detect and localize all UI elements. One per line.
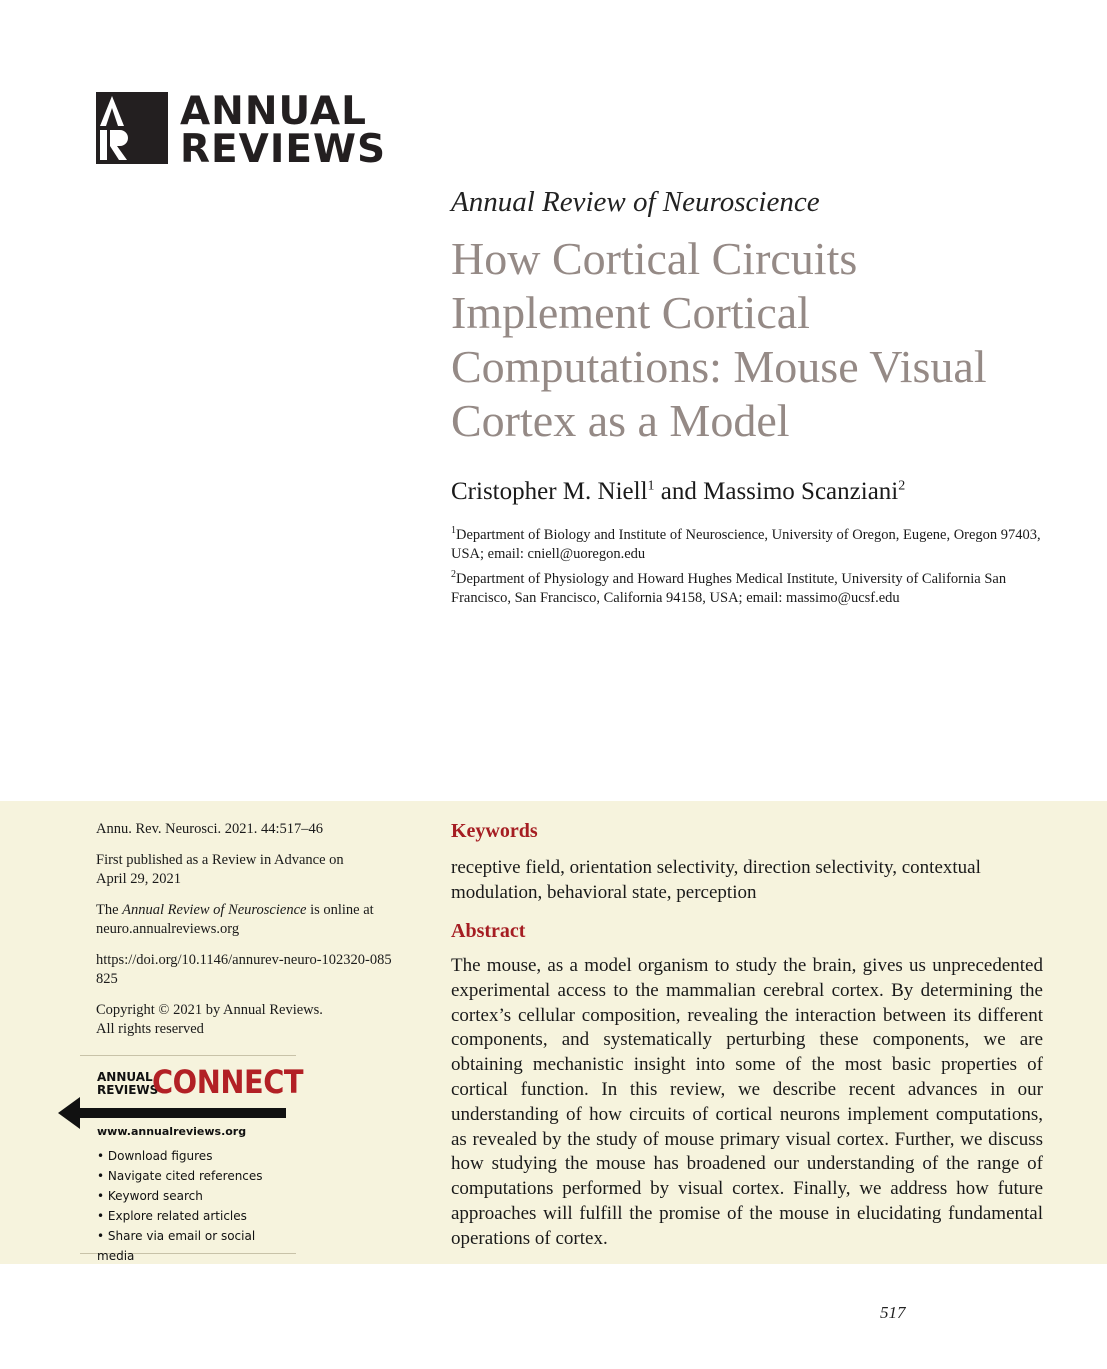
author-conjunction: and [654, 478, 704, 505]
copyright: Copyright © 2021 by Annual Reviews. [96, 1002, 323, 1018]
ar-logo-mark-icon [96, 92, 168, 164]
affiliation-sup: 1 [451, 525, 456, 536]
online-note-pre: The [96, 902, 123, 918]
list-item: • Navigate cited references [97, 1169, 263, 1183]
connect-feature-list [97, 1146, 296, 1266]
author-affil-sup: 2 [898, 478, 906, 494]
logo-word-annual: ANNUAL [180, 89, 367, 134]
affiliation [451, 565, 1051, 608]
abstract-text: The mouse, as a model organism to study the brain, gives us unprecedented experimental access to the mammalian cerebral cortex. By determining the cortex’s cellular composition, revealing the interaction between its different components, and systematically perturbing these components, we are obtaining mechanistic insight into some of the most basic properties of cortical function. In this review, we describe recent advances in our understanding of how circuits of cortical neurons implement computations, as revealed by the study of mouse primary visual cortex. Further, we discuss how studying the mouse has broadened our understanding of the range of computations performed by visual cortex. Finally, we address how future approaches will fulfill the promise of the mouse in elucidating fundamental operations of cortex. [451, 955, 1043, 1249]
article-title: How Cortical Circuits Implement Cortical Computations: Mouse Visual Cortex as a Model [451, 233, 987, 446]
author-affil-sup: 1 [647, 478, 655, 494]
connect-logo-text [97, 1071, 158, 1097]
affiliation-text: Department of Biology and Institute of Neuroscience, University of Oregon, Eugene, Oregon 97403, USA; email: cniell@uoregon.edu [451, 526, 1041, 562]
author-name: Cristopher M. Niell [451, 478, 648, 505]
journal-name: Annual Review of Neuroscience [451, 186, 820, 218]
connect-reviews: REVIEWS [97, 1083, 159, 1097]
online-note-post: is online at neuro.annualreviews.org [96, 902, 374, 937]
affiliation-text: Department of Physiology and Howard Hughes Medical Institute, University of California San Francisco, San Francisco, California 94158, USA; email: massimo@ucsf.edu [451, 570, 1007, 606]
list-item: • Explore related articles [97, 1209, 247, 1223]
abstract-heading: Abstract [451, 920, 526, 942]
connect-annual: ANNUAL [97, 1070, 153, 1084]
annual-reviews-connect-box [80, 1055, 304, 1263]
authors [451, 478, 905, 506]
connect-wordmark: CONNECT [152, 1063, 304, 1101]
keywords-text: receptive field, orientation selectivity, direction selectivity, contextual modulation, behavioral state, perception [451, 857, 981, 903]
doi-link[interactable]: https://doi.org/10.1146/annurev-neuro-102320-085825 [96, 952, 392, 987]
online-note [96, 901, 386, 939]
list-item: • Keyword search [97, 1189, 203, 1203]
online-note-journal: Annual Review of Neuroscience [122, 902, 307, 918]
first-published: First published as a Review in Advance on April 29, 2021 [96, 852, 344, 887]
affiliation [451, 521, 1051, 564]
page-number: 517 [880, 1303, 906, 1322]
keywords-heading: Keywords [451, 820, 538, 842]
annual-reviews-logo [96, 89, 387, 172]
rights: All rights reserved [96, 1021, 204, 1037]
author-name: Massimo Scanziani [703, 478, 899, 505]
affiliation-sup: 2 [451, 569, 456, 580]
list-item: • Download figures [97, 1149, 213, 1163]
logo-word-reviews: REVIEWS [180, 127, 387, 172]
list-item: • Share via email or social media [97, 1229, 256, 1263]
citation: Annu. Rev. Neurosci. 2021. 44:517–46 [96, 821, 324, 837]
connect-url[interactable]: www.annualreviews.org [97, 1125, 247, 1138]
